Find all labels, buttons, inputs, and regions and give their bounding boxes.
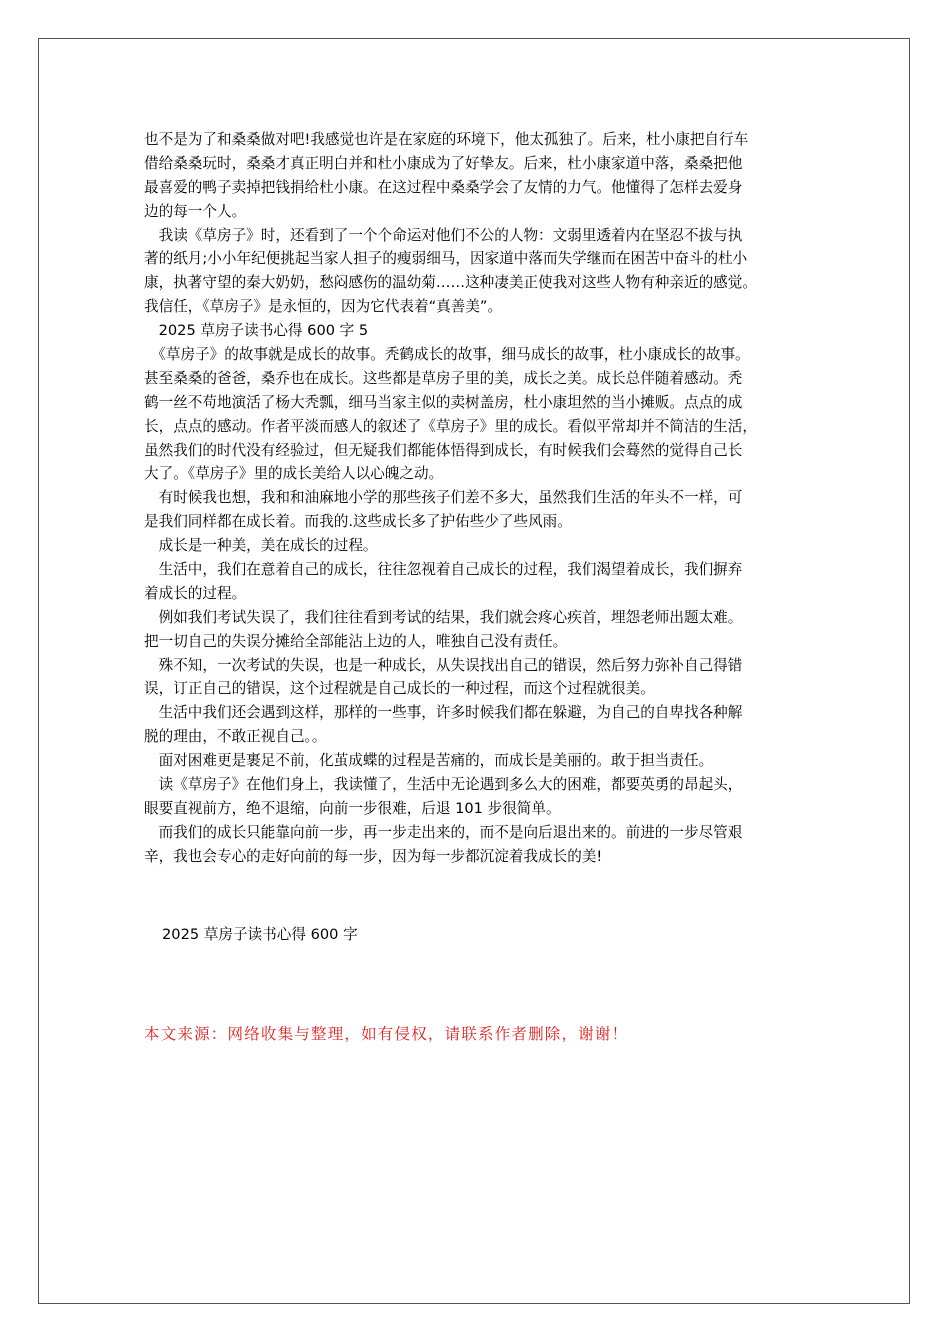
text-line: 误，订正自己的错误，这个过程就是自己成长的一种过程，而这个过程就很美。 xyxy=(144,680,655,698)
text-line: 最喜爱的鸭子卖掉把钱捐给杜小康。在这过程中桑桑学会了友情的力气。他懂得了怎样去爱身 xyxy=(144,178,743,196)
text-line: 把一切自己的失误分摊给全部能沾上边的人，唯独自己没有责任。 xyxy=(144,632,568,650)
text-line: 有时候我也想，我和和油麻地小学的那些孩子们差不多大，虽然我们生活的年头不一样，可 xyxy=(144,489,743,507)
text-line: 眼要直视前方，绝不退缩，向前一步很难，后退 101 步很简单。 xyxy=(144,799,561,817)
footer-title: 2025 草房子读书心得 600 字 xyxy=(162,926,358,943)
text-line: 大了。《草房子》里的成长美给人以心魄之动。 xyxy=(144,465,444,483)
text-line: 边的每一个人。 xyxy=(144,202,247,220)
text-line: 鹤一丝不苟地演活了杨大秃瓢，细马当家主似的卖树盖房，杜小康坦然的当小摊贩。点点的成 xyxy=(144,393,743,411)
text-line: 辛，我也会专心的走好向前的每一步，因为每一步都沉淀着我成长的美! xyxy=(144,847,603,865)
text-line: 也不是为了和桑桑做对吧!我感觉也许是在家庭的环境下，他太孤独了。后来，杜小康把自行车 xyxy=(144,131,749,148)
article-body xyxy=(144,128,810,869)
text-line: 长，点点的感动。作者平淡而感人的叙述了《草房子》里的成长。看似平常却并不简洁的生活， xyxy=(144,417,757,435)
text-line: 读《草房子》在他们身上，我读懂了，生活中无论遇到多么大的困难，都要英勇的昂起头， xyxy=(144,776,743,794)
source-note: 本文来源：网络收集与整理，如有侵权，请联系作者删除，谢谢！ xyxy=(144,1025,629,1043)
text-line: 借给桑桑玩时，桑桑才真正明白并和杜小康成为了好挚友。后来，杜小康家道中落，桑桑把他 xyxy=(144,154,743,172)
text-line: 面对困难更是裹足不前，化茧成蝶的过程是苦痛的，而成长是美丽的。敢于担当责任。 xyxy=(144,752,714,770)
text-line: 是我们同样都在成长着。而我的.这些成长多了护佑些少了些风雨。 xyxy=(144,513,572,531)
text-line: 著的纸月;小小年纪便挑起当家人担子的瘦弱细马，因家道中落而失学继而在困苦中奋斗的杜小 xyxy=(144,250,748,268)
text-line: 生活中我们还会遇到这样，那样的一些事，许多时候我们都在躲避，为自己的自卑找各种解 xyxy=(144,704,743,722)
text-line: 例如我们考试失误了，我们往往看到考试的结果，我们就会疼心疾首，埋怨老师出题太难。 xyxy=(144,608,743,626)
text-line: 甚至桑桑的爸爸，桑乔也在成长。这些都是草房子里的美，成长之美。成长总伴随着感动。秃 xyxy=(144,369,743,387)
text-line: 着成长的过程。 xyxy=(144,584,247,602)
text-line: 康，执著守望的秦大奶奶，愁闷感伤的温幼菊……这种凄美正使我对这些人物有种亲近的感觉。 xyxy=(144,274,757,292)
text-line: 脱的理由，不敢正视自己。。 xyxy=(144,728,327,746)
text-line: 虽然我们的时代没有经验过，但无疑我们都能体悟得到成长，有时候我们会蓦然的觉得自己长 xyxy=(144,441,743,459)
text-line: 我读《草房子》时，还看到了一个个命运对他们不公的人物：文弱里透着内在坚忍不拔与执 xyxy=(144,226,743,244)
text-line: 殊不知，一次考试的失误，也是一种成长，从失误找出自己的错误，然后努力弥补自己得错 xyxy=(144,656,743,674)
section-heading: 2025 草房子读书心得 600 字 5 xyxy=(144,322,369,340)
text-line: 《草房子》的故事就是成长的故事。秃鹤成长的故事，细马成长的故事，杜小康成长的故事。 xyxy=(144,346,750,364)
text-line: 我信任，《草房子》是永恒的，因为它代表着“真善美”。 xyxy=(144,298,503,316)
text-line: 成长是一种美，美在成长的过程。 xyxy=(144,537,378,555)
text-line: 而我们的成长只能靠向前一步，再一步走出来的，而不是向后退出来的。前进的一步尽管艰 xyxy=(144,823,743,841)
text-line: 生活中，我们在意着自己的成长，往往忽视着自己成长的过程，我们渴望着成长，我们摒弃 xyxy=(144,561,743,579)
